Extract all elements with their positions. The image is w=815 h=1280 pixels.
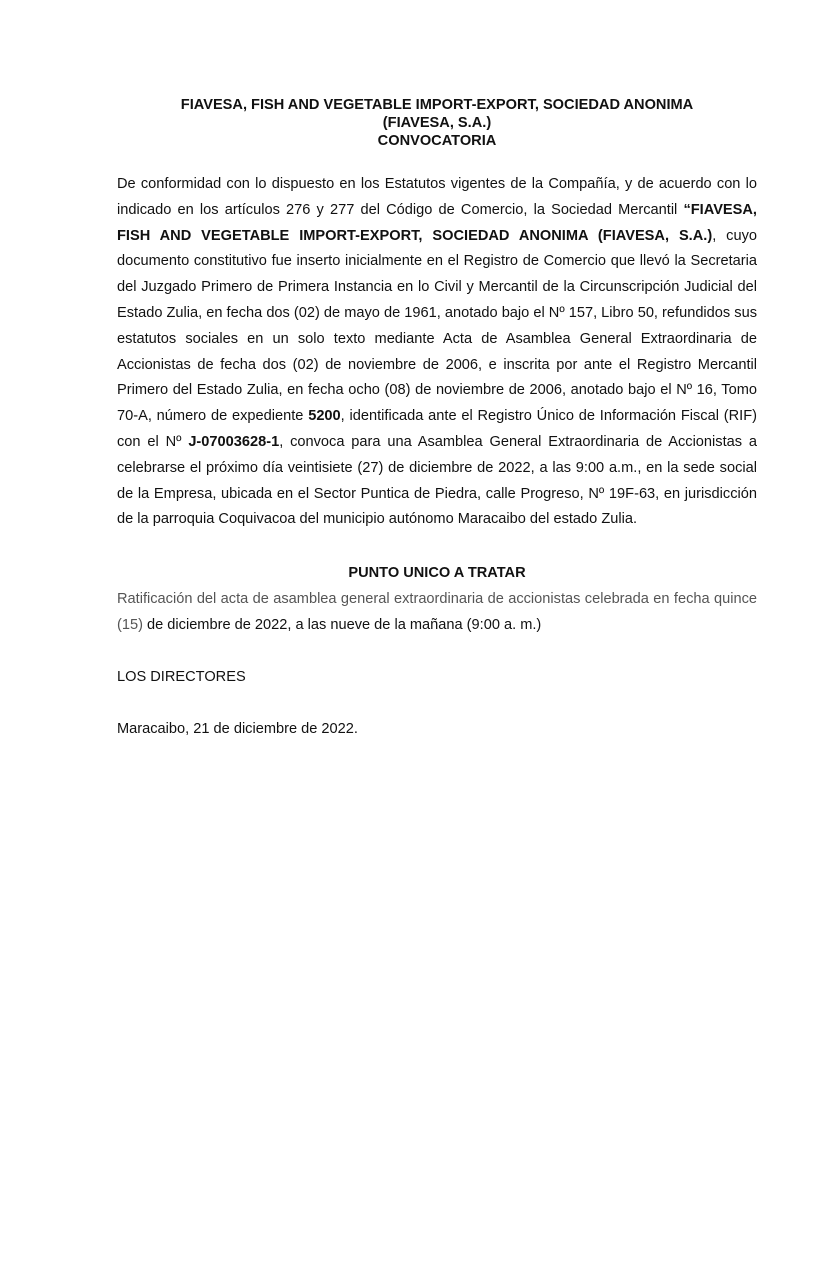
company-name-bold: “FIAVESA, FISH AND VEGETABLE IMPORT-EXPORT, SOCIEDAD ANONIMA (FIAVESA, S.A.) bbox=[117, 201, 757, 244]
agenda-text-rest: de diciembre de 2022, a las nueve de la mañana (9:00 a. m.) bbox=[142, 616, 542, 633]
paragraph-convocation: , convoca para una Asamblea General Extraordinaria de Accionistas a celebrarse el próximo día veintisiete (27) de diciembre de 2022, a las 9:00 a.m., en la sede social de la Empresa, ubicada en el Sector Puntica de Piedra, calle Progreso, Nº 19F-63, en jurisdicción de la parroquia Coquivacoa del municipio autónomo Maracaibo del estado Zulia. bbox=[117, 433, 758, 528]
document-header bbox=[117, 96, 757, 150]
agenda-text-muted: Ratificación del acta de asamblea general extraordinaria de accionistas celebrada en fecha quince (15) bbox=[117, 591, 757, 633]
place-date-line: Maracaibo, 21 de diciembre de 2022. bbox=[117, 721, 358, 737]
document-title: CONVOCATORIA bbox=[377, 133, 497, 149]
agenda-paragraph bbox=[117, 587, 757, 639]
signature-line: LOS DIRECTORES bbox=[117, 669, 246, 685]
company-abbreviation: (FIAVESA, S.A.) bbox=[382, 115, 492, 131]
paragraph-intro: De conformidad con lo dispuesto en los Estatutos vigentes de la Compañía, y de acuerdo con lo indicado en los artículos 276 y 277 del Código de Comercio, la Sociedad Mercantil bbox=[117, 176, 757, 218]
expediente-number: 5200 bbox=[308, 408, 341, 425]
rif-number: J-07003628-1 bbox=[188, 433, 280, 450]
company-name: FIAVESA, FISH AND VEGETABLE IMPORT-EXPORT, SOCIEDAD ANONIMA bbox=[180, 97, 694, 113]
paragraph-rif-intro: , identificada ante el Registro Único de Información Fiscal (RIF) con el Nº bbox=[117, 408, 757, 450]
paragraph-registry: , cuyo documento constitutivo fue inserto inicialmente en el Registro de Comercio que llevó la Secretaria del Juzgado Primero de Primera Instancia en lo Civil y Mercantil de la Circunscripción Judicial del Estado Zulia, en fecha dos (02) de mayo de 1961, anotado bajo el Nº 157, Libro 50, refundidos sus estatutos sociales en un solo texto mediante Acta de Asamblea General Extraordinaria de Accionistas de fecha dos (02) de noviembre de 2006, e inscrita por ante el Registro Mercantil Primero del Estado Zulia, en fecha ocho (08) de noviembre de 2006, anotado bajo el Nº 16, Tomo 70-A, número de expediente bbox=[117, 227, 758, 425]
convocation-paragraph bbox=[117, 172, 757, 533]
agenda-title: PUNTO UNICO A TRATAR bbox=[348, 565, 526, 581]
